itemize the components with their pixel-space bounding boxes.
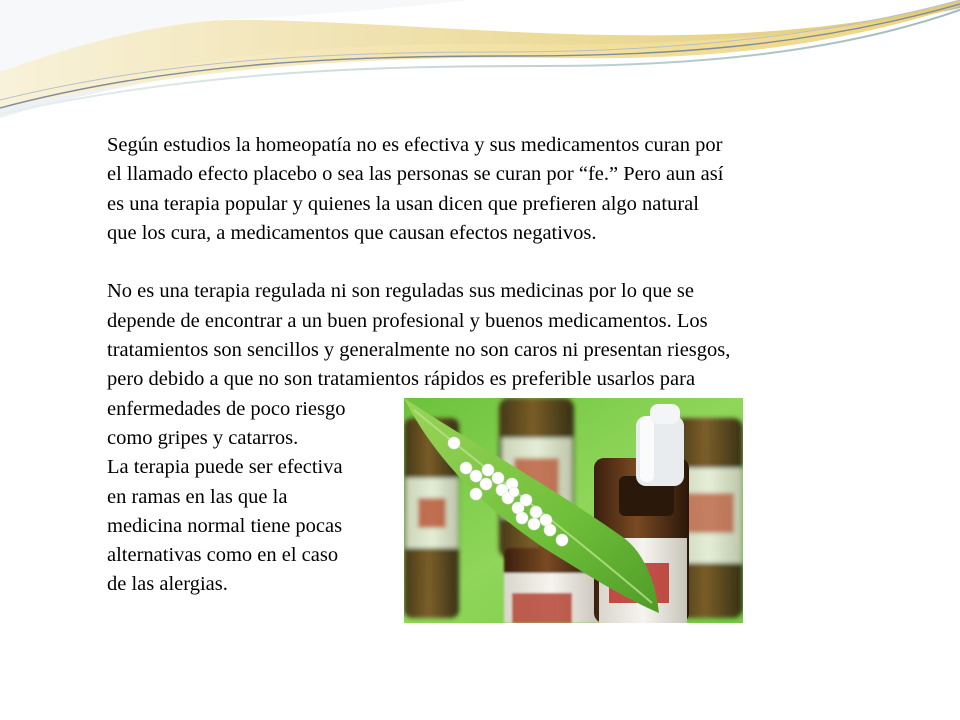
- homeopathy-photo-icon: [404, 398, 743, 623]
- text-line: pero debido a que no son tratamientos rápidos es preferible usarlos para: [107, 368, 696, 391]
- header-wave-decoration: [0, 0, 960, 130]
- text-line: el llamado efecto placebo o sea las personas se curan por “fe.” Pero aun así: [107, 163, 724, 186]
- text-line: enfermedades de poco riesgo: [107, 397, 346, 420]
- paragraph-1: [107, 131, 852, 248]
- text-line: de las alergias.: [107, 573, 228, 596]
- text-line: como gripes y catarros.: [107, 426, 299, 449]
- text-line: tratamientos son sencillos y generalmente no son caros ni presentan riesgos,: [107, 339, 731, 362]
- text-line: medicina normal tiene pocas: [107, 514, 343, 537]
- text-line: es una terapia popular y quienes la usan dicen que prefieren algo natural: [107, 192, 699, 215]
- text-line: La terapia puede ser efectiva: [107, 456, 343, 479]
- text-line: que los cura, a medicamentos que causan efectos negativos.: [107, 221, 597, 244]
- text-line: alternativas como en el caso: [107, 544, 339, 567]
- text-line: No es una terapia regulada ni son reguladas sus medicinas por lo que se: [107, 280, 694, 303]
- text-line: en ramas en las que la: [107, 485, 288, 508]
- text-line: Según estudios la homeopatía no es efectiva y sus medicamentos curan por: [107, 134, 723, 156]
- text-line: depende de encontrar a un buen profesional y buenos medicamentos. Los: [107, 309, 708, 332]
